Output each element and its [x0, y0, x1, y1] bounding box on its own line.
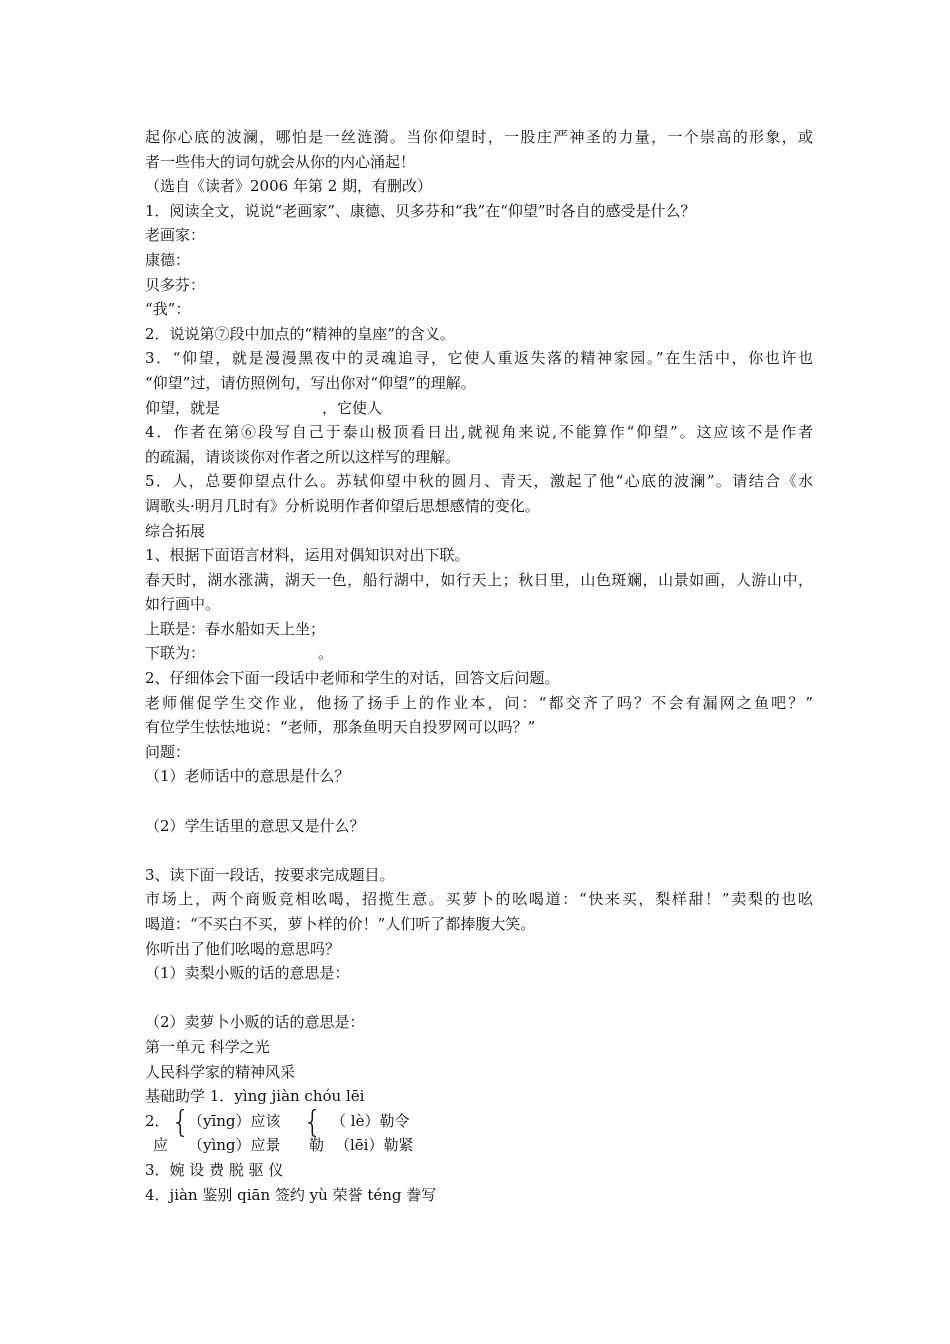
couplet-upper: 上联是：春水船如天上坐；	[145, 619, 326, 638]
couplet-lower	[145, 641, 813, 666]
fill-in-line	[145, 396, 813, 421]
question-2: 2．说说第⑦段中加点的“精神的皇座”的含义。	[145, 324, 455, 343]
text-line: 调歌头·明月几时有》分析说明作者仰望后思想感情的变化。	[145, 496, 540, 515]
left-brace-icon: {	[171, 1104, 191, 1140]
answer-line: 3．婉 设 费 脱 驱 仪	[145, 1160, 284, 1179]
text-line: 问题：	[145, 742, 191, 761]
task-3: 3、读下面一段话，按要求完成题目。	[145, 865, 395, 884]
text-line: 你听出了他们吆喝的意思吗？	[145, 939, 341, 958]
answer-space[interactable]	[145, 986, 813, 1011]
section-heading: 综合拓展	[145, 521, 206, 540]
question-5: 5．人，总要仰望点什么。苏轼仰望中秋的圆月、青天，激起了他“心底的波澜”。请结合《水	[145, 472, 813, 491]
question-1: 1．阅读全文，说说“老画家”、康德、贝多芬和“我”在“仰望”时各自的感受是什么？	[145, 201, 696, 220]
answer-space[interactable]	[145, 789, 813, 814]
fill-in-suffix: ，它使人	[322, 398, 383, 417]
text-line: 者一些伟大的词句就会从你的内心涌起！	[145, 152, 416, 171]
reading-line: （yìng）应景	[188, 1136, 281, 1155]
sub-question: （1）老师话中的意思是什么？	[145, 767, 350, 786]
text-line: 老师催促学生交作业，他扬了扬手上的作业本，问：“都交齐了吗？不会有漏网之鱼吧？”	[145, 693, 813, 712]
polyphone-char: 应	[153, 1136, 169, 1155]
task-2: 2、仔细体会下面一段话中老师和学生的对话，回答文后问题。	[145, 669, 560, 688]
sub-question: （2）学生话里的意思又是什么？	[145, 816, 365, 835]
task-1: 1、根据下面语言材料，运用对偶知识对出下联。	[145, 546, 470, 565]
reading-line: （ lè）勒令	[331, 1111, 410, 1130]
answer-line: 4．jiàn 鉴别 qiān 签约 yù 荣誉 téng 誊写	[145, 1185, 437, 1204]
text-line: 市场上，两个商贩竞相吆喝，招揽生意。买萝卜的吆喝道：“快来买，梨样甜！”卖梨的也吆	[145, 890, 813, 909]
source-citation: （选自《读者》2006 年第 2 期，有删改）	[145, 177, 433, 196]
text-line: 春天时，湖水涨满，湖天一色，船行湖中，如行天上；秋日里，山色斑斓，山景如画，人游山中，	[145, 570, 813, 589]
answer-number: 2．	[145, 1111, 170, 1130]
couplet-lower-label: 下联为：	[145, 644, 206, 663]
answer-label-me: “我”：	[145, 300, 191, 319]
text-line: 起你心底的波澜，哪怕是一丝涟漪。当你仰望时，一股庄严神圣的力量，一个崇高的形象，或	[145, 128, 813, 146]
reading-line: （yīng）应该	[188, 1111, 281, 1130]
text-line: “仰望”过，请仿照例句，写出你对“仰望”的理解。	[145, 373, 476, 392]
text-line: 如行画中。	[145, 595, 221, 614]
answer-space[interactable]	[145, 838, 813, 863]
text-line: 有位学生怯怯地说：“老师，那条鱼明天自投罗网可以吗？”	[145, 718, 536, 737]
document-page	[145, 125, 813, 1207]
lesson-title: 人民科学家的精神风采	[145, 1062, 296, 1081]
question-4: 4．作者在第⑥段写自己于泰山极顶看日出,就视角来说,不能算作“仰望”。这应该不是作者	[145, 423, 813, 442]
sub-question: （1）卖梨小贩的话的意思是：	[145, 964, 350, 983]
left-brace-icon: {	[303, 1104, 323, 1140]
question-3: 3．“仰望，就是漫漫黑夜中的灵魂追寻，它使人重返失落的精神家园。”在生活中，你也许也	[145, 349, 813, 368]
text-line: 喝道：“不买白不买，萝卜样的价！”人们听了都捧腹大笑。	[145, 915, 536, 933]
fill-in-prefix: 仰望，就是	[145, 398, 221, 417]
sub-question: （2）卖萝卜小贩的话的意思是：	[145, 1013, 365, 1032]
reading-line: （lēi）勒紧	[335, 1136, 414, 1155]
unit-title: 第一单元 科学之光	[145, 1037, 270, 1056]
couplet-lower-end: 。	[318, 644, 334, 663]
answer-line: 基础助学 1．yìng jiàn chóu lēi	[145, 1087, 365, 1106]
answer-label-painter: 老画家：	[145, 226, 206, 245]
text-line: 的疏漏，请谈谈你对作者之所以这样写的理解。	[145, 447, 461, 466]
answer-label-beethoven: 贝多芬：	[145, 275, 206, 294]
answer-label-kant: 康德：	[145, 250, 191, 269]
polyphone-char: 勒	[309, 1136, 325, 1155]
polyphone-answer	[145, 1104, 813, 1158]
